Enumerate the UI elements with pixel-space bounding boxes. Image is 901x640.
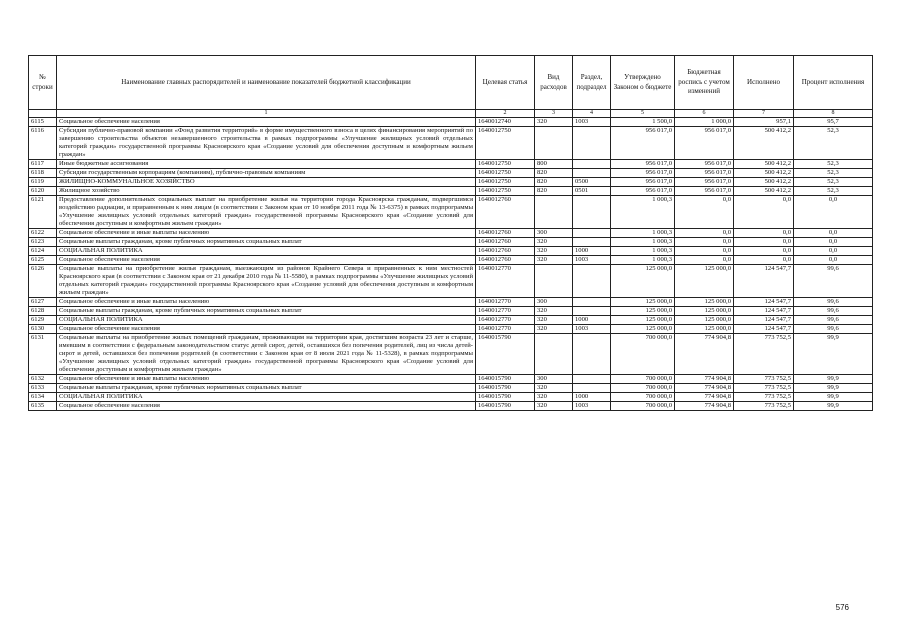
row-budget: 1 000,0 [675, 118, 734, 127]
row-section: 1003 [573, 325, 611, 334]
row-name: Социальное обеспечение и иные выплаты населению [57, 375, 476, 384]
table-row [29, 265, 873, 298]
row-target-code: 1640015790 [476, 393, 535, 402]
row-percent: 52,3 [794, 127, 873, 160]
row-expense-type [535, 127, 573, 160]
row-number: 6132 [29, 375, 57, 384]
row-number: 6117 [29, 160, 57, 169]
row-expense-type: 320 [535, 325, 573, 334]
row-target-code: 1640015790 [476, 384, 535, 393]
row-percent: 99,6 [794, 265, 873, 298]
row-budget: 0,0 [675, 247, 734, 256]
row-percent: 99,9 [794, 402, 873, 411]
row-section [573, 375, 611, 384]
row-expense-type [535, 334, 573, 375]
row-approved: 956 017,0 [611, 160, 675, 169]
row-executed: 957,1 [734, 118, 794, 127]
row-budget: 774 904,8 [675, 375, 734, 384]
row-target-code: 1640015790 [476, 375, 535, 384]
row-section [573, 334, 611, 375]
row-target-code: 1640012760 [476, 247, 535, 256]
row-section: 0501 [573, 187, 611, 196]
row-executed: 0,0 [734, 229, 794, 238]
row-expense-type: 300 [535, 375, 573, 384]
row-expense-type: 320 [535, 402, 573, 411]
row-budget: 956 017,0 [675, 169, 734, 178]
row-budget: 774 904,8 [675, 384, 734, 393]
row-number: 6115 [29, 118, 57, 127]
table-row [29, 196, 873, 229]
row-target-code: 1640012770 [476, 298, 535, 307]
row-percent: 0,0 [794, 247, 873, 256]
row-executed: 500 412,2 [734, 160, 794, 169]
row-budget: 125 000,0 [675, 265, 734, 298]
row-approved: 956 017,0 [611, 187, 675, 196]
row-name: Социальные выплаты гражданам, кроме публичных нормативных социальных выплат [57, 238, 476, 247]
row-executed: 0,0 [734, 196, 794, 229]
row-target-code: 1640012760 [476, 229, 535, 238]
column-numbers-row [29, 110, 873, 118]
row-number: 6124 [29, 247, 57, 256]
row-expense-type: 320 [535, 247, 573, 256]
row-percent: 99,6 [794, 325, 873, 334]
row-number: 6135 [29, 402, 57, 411]
table-row [29, 178, 873, 187]
row-number: 6121 [29, 196, 57, 229]
row-executed: 500 412,2 [734, 127, 794, 160]
row-executed: 124 547,7 [734, 325, 794, 334]
table-row [29, 298, 873, 307]
table-row [29, 384, 873, 393]
row-section: 0500 [573, 178, 611, 187]
budget-table [28, 55, 873, 411]
table-row [29, 247, 873, 256]
row-target-code: 1640015790 [476, 334, 535, 375]
row-percent: 52,3 [794, 178, 873, 187]
column-number: 5 [611, 110, 675, 118]
row-section [573, 298, 611, 307]
table-row [29, 187, 873, 196]
table-row [29, 402, 873, 411]
row-budget: 125 000,0 [675, 298, 734, 307]
row-budget: 956 017,0 [675, 127, 734, 160]
row-target-code: 1640012770 [476, 325, 535, 334]
row-approved: 125 000,0 [611, 265, 675, 298]
row-expense-type: 320 [535, 118, 573, 127]
row-approved: 1 000,3 [611, 256, 675, 265]
row-percent: 99,9 [794, 384, 873, 393]
row-budget: 0,0 [675, 238, 734, 247]
row-executed: 0,0 [734, 256, 794, 265]
row-budget: 0,0 [675, 256, 734, 265]
row-name: Социальные выплаты гражданам, кроме публичных нормативных социальных выплат [57, 307, 476, 316]
table-row [29, 229, 873, 238]
row-name: Социальное обеспечение и иные выплаты населению [57, 298, 476, 307]
row-number: 6123 [29, 238, 57, 247]
row-expense-type [535, 265, 573, 298]
row-expense-type: 300 [535, 298, 573, 307]
row-percent: 0,0 [794, 238, 873, 247]
row-name: Социальное обеспечение населения [57, 256, 476, 265]
row-approved: 125 000,0 [611, 316, 675, 325]
row-executed: 124 547,7 [734, 307, 794, 316]
row-name: Субсидия публично-правовой компании «Фонд развития территорий» в форме имущественного взноса в целях финансирования мероприятий по завершению строительства объектов незавершенного строительства в рамках подпрограммы «Улучшение жилищных условий отдельных категорий граждан» государственной программы Красноярского края «Создание условий для обеспечения доступным и комфортным жильем граждан» [57, 127, 476, 160]
row-percent: 99,6 [794, 316, 873, 325]
row-section [573, 307, 611, 316]
table-row [29, 118, 873, 127]
row-executed: 773 752,5 [734, 393, 794, 402]
table-row [29, 316, 873, 325]
row-executed: 124 547,7 [734, 316, 794, 325]
row-executed: 773 752,5 [734, 384, 794, 393]
table-row [29, 256, 873, 265]
header-executed: Исполнено [734, 56, 794, 110]
row-expense-type: 320 [535, 238, 573, 247]
row-percent: 52,3 [794, 169, 873, 178]
row-name: Социальное обеспечение населения [57, 118, 476, 127]
row-percent: 99,6 [794, 298, 873, 307]
table-row [29, 160, 873, 169]
row-name: Социальное обеспечение населения [57, 325, 476, 334]
row-target-code: 1640012760 [476, 238, 535, 247]
row-target-code: 1640012750 [476, 169, 535, 178]
row-expense-type: 820 [535, 178, 573, 187]
header-budget: Бюджетная роспись с учетом изменений [675, 56, 734, 110]
row-name: Жилищное хозяйство [57, 187, 476, 196]
row-approved: 700 000,0 [611, 393, 675, 402]
column-number: 2 [476, 110, 535, 118]
row-section [573, 265, 611, 298]
row-approved: 700 000,0 [611, 334, 675, 375]
row-executed: 773 752,5 [734, 334, 794, 375]
row-expense-type: 820 [535, 187, 573, 196]
row-expense-type [535, 196, 573, 229]
row-expense-type: 320 [535, 384, 573, 393]
table-row [29, 238, 873, 247]
row-budget: 0,0 [675, 196, 734, 229]
row-percent: 99,9 [794, 375, 873, 384]
row-budget: 125 000,0 [675, 325, 734, 334]
row-section [573, 238, 611, 247]
row-approved: 1 500,0 [611, 118, 675, 127]
row-budget: 774 904,8 [675, 402, 734, 411]
row-approved: 700 000,0 [611, 375, 675, 384]
row-approved: 700 000,0 [611, 402, 675, 411]
row-target-code: 1640012770 [476, 316, 535, 325]
header-razd: Раздел, подраздел [573, 56, 611, 110]
column-number: 8 [794, 110, 873, 118]
row-name: Социальное обеспечение населения [57, 402, 476, 411]
row-number: 6122 [29, 229, 57, 238]
row-approved: 1 000,3 [611, 247, 675, 256]
row-approved: 956 017,0 [611, 169, 675, 178]
row-number: 6134 [29, 393, 57, 402]
row-percent: 99,9 [794, 334, 873, 375]
row-section: 1003 [573, 118, 611, 127]
row-target-code: 1640012750 [476, 178, 535, 187]
row-budget: 774 904,8 [675, 393, 734, 402]
row-section [573, 384, 611, 393]
row-number: 6116 [29, 127, 57, 160]
row-budget: 956 017,0 [675, 178, 734, 187]
row-number: 6131 [29, 334, 57, 375]
row-executed: 500 412,2 [734, 187, 794, 196]
row-approved: 125 000,0 [611, 298, 675, 307]
row-approved: 125 000,0 [611, 307, 675, 316]
row-target-code: 1640012750 [476, 127, 535, 160]
row-budget: 0,0 [675, 229, 734, 238]
row-expense-type: 300 [535, 229, 573, 238]
row-name: Социальные выплаты на приобретение жилья гражданам, выезжающим из районов Крайнего Севера и приравненных к ним местностей Красноярского края (в соответствии с Законом края от 21 декабря 2010 года № 11-5580), в рамках подпрограммы «Улучшение жилищных условий отдельных категорий граждан» государственной программы Красноярского края «Создание условий для обеспечения доступным и комфортным жильем граждан» [57, 265, 476, 298]
row-section [573, 196, 611, 229]
row-executed: 124 547,7 [734, 298, 794, 307]
row-section: 1003 [573, 402, 611, 411]
row-percent: 99,6 [794, 307, 873, 316]
table-row [29, 393, 873, 402]
page-number: 576 [835, 603, 849, 612]
row-executed: 0,0 [734, 247, 794, 256]
row-name: Социальные выплаты гражданам, кроме публичных нормативных социальных выплат [57, 384, 476, 393]
row-percent: 99,9 [794, 393, 873, 402]
row-name: СОЦИАЛЬНАЯ ПОЛИТИКА [57, 247, 476, 256]
table-row [29, 307, 873, 316]
row-target-code: 1640015790 [476, 402, 535, 411]
row-percent: 0,0 [794, 229, 873, 238]
row-target-code: 1640012750 [476, 187, 535, 196]
table-row [29, 325, 873, 334]
row-budget: 125 000,0 [675, 316, 734, 325]
row-percent: 0,0 [794, 256, 873, 265]
row-target-code: 1640012760 [476, 256, 535, 265]
row-percent: 0,0 [794, 196, 873, 229]
row-target-code: 1640012770 [476, 307, 535, 316]
row-approved: 700 000,0 [611, 384, 675, 393]
row-number: 6129 [29, 316, 57, 325]
header-percent: Процент исполнения [794, 56, 873, 110]
row-approved: 1 000,3 [611, 238, 675, 247]
row-expense-type: 320 [535, 256, 573, 265]
row-target-code: 1640012740 [476, 118, 535, 127]
row-section [573, 229, 611, 238]
row-executed: 0,0 [734, 238, 794, 247]
row-executed: 500 412,2 [734, 169, 794, 178]
row-target-code: 1640012750 [476, 160, 535, 169]
header-name: Наименование главных распорядителей и наименование показателей бюджетной классификации [57, 56, 476, 110]
row-percent: 95,7 [794, 118, 873, 127]
row-target-code: 1640012760 [476, 196, 535, 229]
row-percent: 52,3 [794, 160, 873, 169]
header-vid: Вид расходов [535, 56, 573, 110]
row-number: 6133 [29, 384, 57, 393]
row-approved: 956 017,0 [611, 127, 675, 160]
column-number: 1 [57, 110, 476, 118]
column-number: 4 [573, 110, 611, 118]
row-executed: 773 752,5 [734, 375, 794, 384]
row-number: 6118 [29, 169, 57, 178]
row-budget: 956 017,0 [675, 187, 734, 196]
row-number: 6128 [29, 307, 57, 316]
table-row [29, 334, 873, 375]
table-body [29, 118, 873, 411]
row-number: 6119 [29, 178, 57, 187]
row-name: СОЦИАЛЬНАЯ ПОЛИТИКА [57, 316, 476, 325]
row-section [573, 127, 611, 160]
row-name: Субсидии государственным корпорациям (компаниям), публично-правовым компаниям [57, 169, 476, 178]
row-section: 1003 [573, 256, 611, 265]
row-executed: 124 547,7 [734, 265, 794, 298]
row-expense-type: 820 [535, 169, 573, 178]
row-budget: 956 017,0 [675, 160, 734, 169]
row-expense-type: 320 [535, 316, 573, 325]
row-section [573, 169, 611, 178]
row-number: 6125 [29, 256, 57, 265]
row-section: 1000 [573, 393, 611, 402]
row-approved: 1 000,3 [611, 229, 675, 238]
row-expense-type: 320 [535, 307, 573, 316]
header-approved: Утверждено Законом о бюджете [611, 56, 675, 110]
row-name: Предоставление дополнительных социальных выплат на приобретение жилья на территории города Красноярска гражданам, подвергшимся воздействию радиации, и приравненным к ним лицам (в соответствии с Законом края от 10 ноября 2011 года № 13-6375) в рамках подпрограммы «Улучшение жилищных условий отдельных категорий граждан» государственной программы Красноярского края «Создание условий для обеспечения доступным и комфортным жильем граждан» [57, 196, 476, 229]
column-number: 6 [675, 110, 734, 118]
row-expense-type: 320 [535, 393, 573, 402]
column-number: 3 [535, 110, 573, 118]
row-name: СОЦИАЛЬНАЯ ПОЛИТИКА [57, 393, 476, 402]
header-code: Целевая статья [476, 56, 535, 110]
row-budget: 774 904,8 [675, 334, 734, 375]
row-approved: 1 000,3 [611, 196, 675, 229]
row-target-code: 1640012770 [476, 265, 535, 298]
table-header [29, 56, 873, 118]
header-row-no: № строки [29, 56, 57, 110]
row-name: Социальное обеспечение и иные выплаты населению [57, 229, 476, 238]
column-number [29, 110, 57, 118]
table-row [29, 127, 873, 160]
row-approved: 125 000,0 [611, 325, 675, 334]
row-number: 6130 [29, 325, 57, 334]
row-number: 6126 [29, 265, 57, 298]
row-expense-type: 800 [535, 160, 573, 169]
row-percent: 52,3 [794, 187, 873, 196]
row-executed: 500 412,2 [734, 178, 794, 187]
row-section: 1000 [573, 247, 611, 256]
row-name: Социальные выплаты на приобретение жилых помещений гражданам, проживающим на территории края, достигшим возраста 23 лет и старше, имевшим в соответствии с федеральным законодательством статус детей сирот, детей, оставшихся без попечения родителей, лиц из числа детей-сирот и детей, оставшихся без попечения родителей (в соответствии с Законом края от 8 июля 2021 года № 11-5328), в рамках подпрограммы «Улучшение жилищных условий отдельных категорий граждан» государственной программы Красноярского края «Создание условий для обеспечения доступным и комфортным жильем граждан» [57, 334, 476, 375]
table-row [29, 169, 873, 178]
row-executed: 773 752,5 [734, 402, 794, 411]
table-row [29, 375, 873, 384]
row-section [573, 160, 611, 169]
row-number: 6127 [29, 298, 57, 307]
row-approved: 956 017,0 [611, 178, 675, 187]
row-budget: 125 000,0 [675, 307, 734, 316]
row-name: ЖИЛИЩНО-КОММУНАЛЬНОЕ ХОЗЯЙСТВО [57, 178, 476, 187]
row-number: 6120 [29, 187, 57, 196]
column-number: 7 [734, 110, 794, 118]
row-name: Иные бюджетные ассигнования [57, 160, 476, 169]
row-section: 1000 [573, 316, 611, 325]
